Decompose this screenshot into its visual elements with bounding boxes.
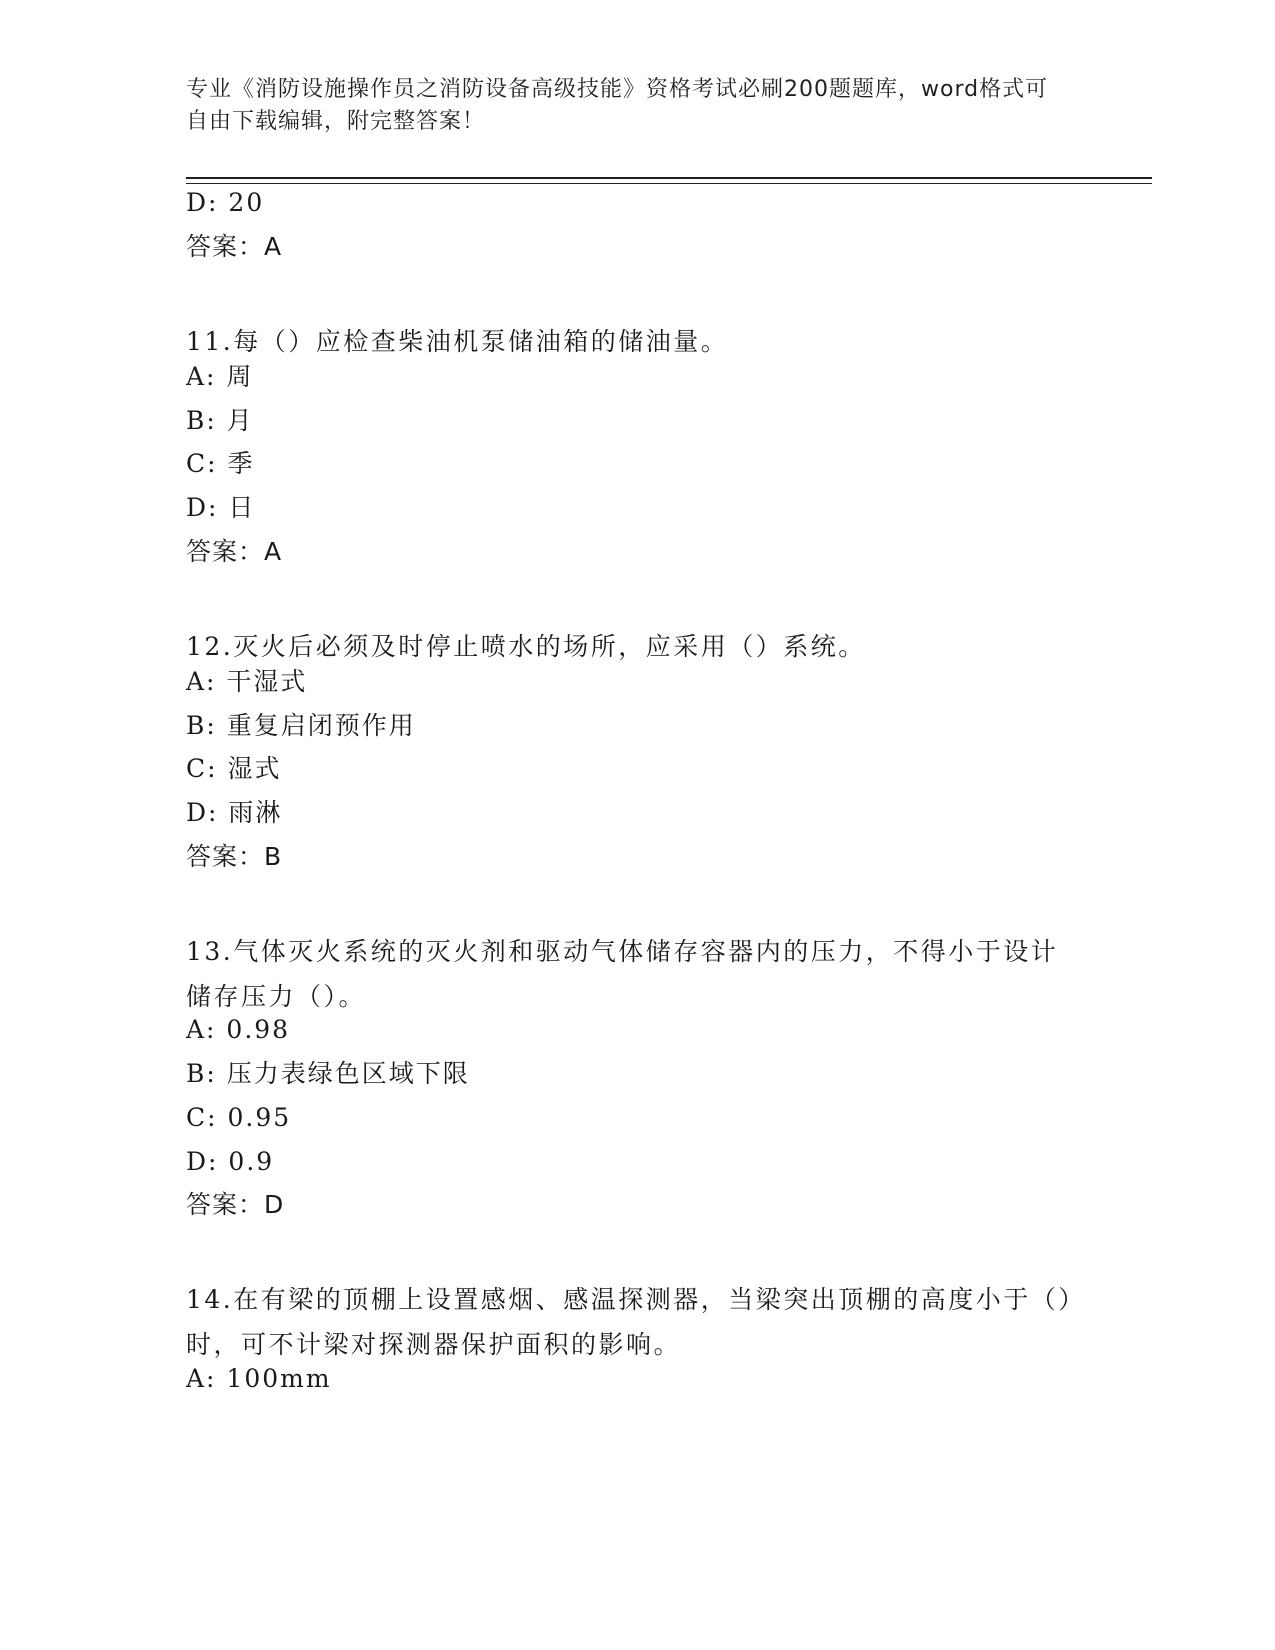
q13-option-d: D: 0.9	[186, 1147, 275, 1176]
q11-option-a: A: 周	[186, 362, 254, 391]
document-header: 专业《消防设施操作员之消防设备高级技能》资格考试必刷200题题库，word格式可自由下载编辑，附完整答案！	[186, 77, 1049, 134]
q11-stem: 11.每（）应检查柴油机泵储油箱的储油量。	[186, 327, 729, 356]
q12-option-c: C: 湿式	[186, 754, 282, 783]
q12-option-d: D: 雨淋	[186, 798, 283, 827]
q13-option-c: C: 0.95	[186, 1103, 292, 1132]
q11-option-c: C: 季	[186, 449, 255, 478]
q11-option-d: D: 日	[186, 493, 256, 522]
q12-option-a: A: 干湿式	[186, 667, 308, 696]
q13-option-b: B: 压力表绿色区域下限	[186, 1059, 470, 1088]
q14-stem: 14.在有梁的顶棚上设置感烟、感温探测器，当梁突出顶棚的高度小于（）时，可不计梁对探测器保护面积的影响。	[186, 1285, 1074, 1359]
q11-option-b: B: 月	[186, 406, 254, 435]
q12-option-b: B: 重复启闭预作用	[186, 711, 416, 740]
q11-answer: 答案：A	[186, 537, 283, 566]
q13-answer: 答案：D	[186, 1190, 285, 1219]
q14-option-a: A: 100mm	[186, 1364, 332, 1393]
q13-stem: 13.气体灭火系统的灭火剂和驱动气体储存容器内的压力，不得小于设计储存压力（）。	[186, 937, 1059, 1011]
prev-answer: 答案：A	[186, 232, 283, 261]
header-rule-thin	[186, 183, 1152, 184]
q13-option-a: A: 0.98	[186, 1015, 291, 1044]
q12-stem: 12.灭火后必须及时停止喷水的场所，应采用（）系统。	[186, 632, 866, 661]
q12-answer: 答案：B	[186, 842, 283, 871]
header-rule-thick	[186, 177, 1152, 179]
prev-option-d: D: 20	[186, 188, 265, 217]
